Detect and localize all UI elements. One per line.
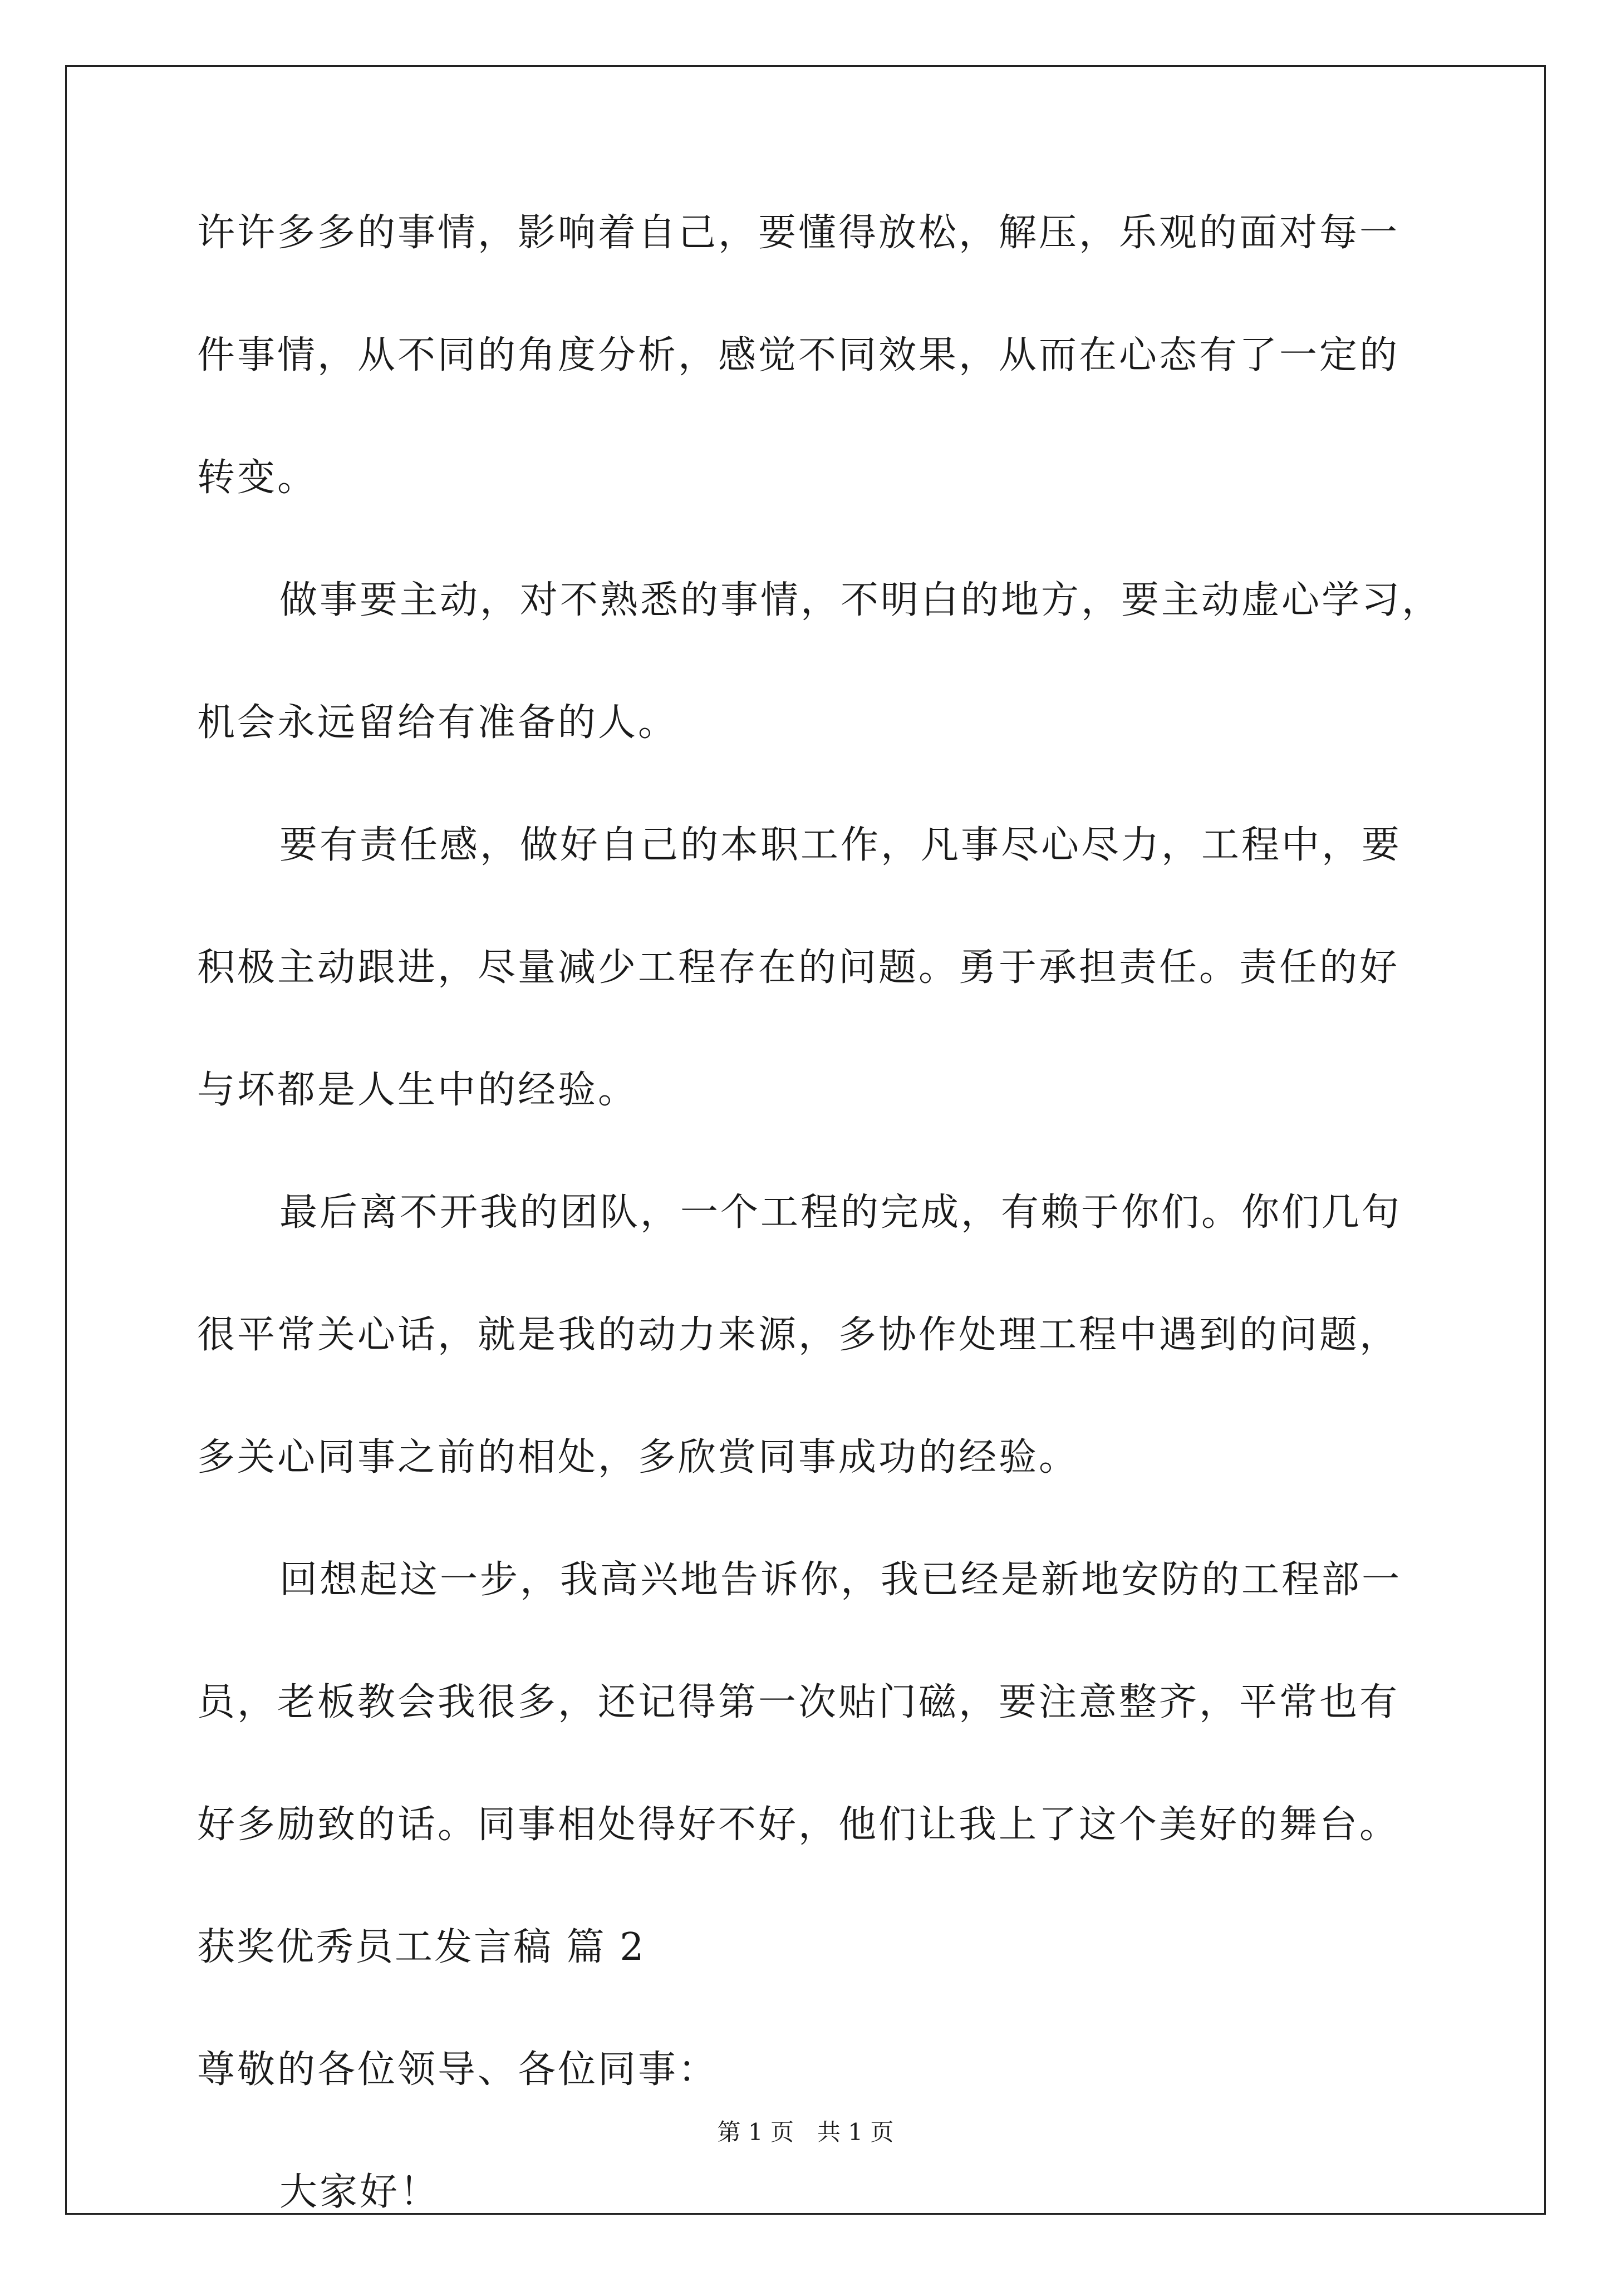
paragraph-first-line: 做事要主动，对不熟悉的事情，不明白的地方，要主动虚心学习， [279, 578, 1442, 622]
text-line: 转变。 [197, 456, 318, 500]
text-line: 机会永远留给有准备的人。 [197, 701, 679, 745]
document-body [197, 211, 1444, 2296]
text-line: 好多励致的话。同事相处得好不好，他们让我上了这个美好的舞台。 [197, 1803, 1400, 1847]
text-line: 许许多多的事情，影响着自己，要懂得放松，解压，乐观的面对每一 [197, 211, 1400, 255]
text-line: 积极主动跟进，尽量减少工程存在的问题。勇于承担责任。责任的好 [197, 946, 1400, 990]
text-line: 多关心同事之前的相处，多欣赏同事成功的经验。 [197, 1435, 1079, 1479]
salutation: 尊敬的各位领导、各位同事： [197, 2048, 719, 2092]
text-line: 件事情，从不同的角度分析，感觉不同效果，从而在心态有了一定的 [197, 333, 1400, 377]
text-line: 与坏都是人生中的经验。 [197, 1068, 638, 1112]
text-line: 很平常关心话，就是我的动力来源，多协作处理工程中遇到的问题， [197, 1313, 1400, 1357]
section-heading: 获奖优秀员工发言稿 篇 2 [197, 1925, 646, 1969]
paragraph-first-line: 最后离不开我的团队，一个工程的完成，有赖于你们。你们几句 [279, 1191, 1402, 1235]
paragraph-first-line: 要有责任感，做好自己的本职工作，凡事尽心尽力，工程中，要 [279, 823, 1402, 867]
paragraph-first-line: 回想起这一步，我高兴地告诉你，我已经是新地安防的工程部一 [279, 1558, 1402, 1602]
greeting: 大家好！ [279, 2170, 440, 2214]
page-footer: 第 1 页 共 1 页 [717, 2118, 894, 2146]
text-line: 员，老板教会我很多，还记得第一次贴门磁，要注意整齐，平常也有 [197, 1680, 1400, 1724]
